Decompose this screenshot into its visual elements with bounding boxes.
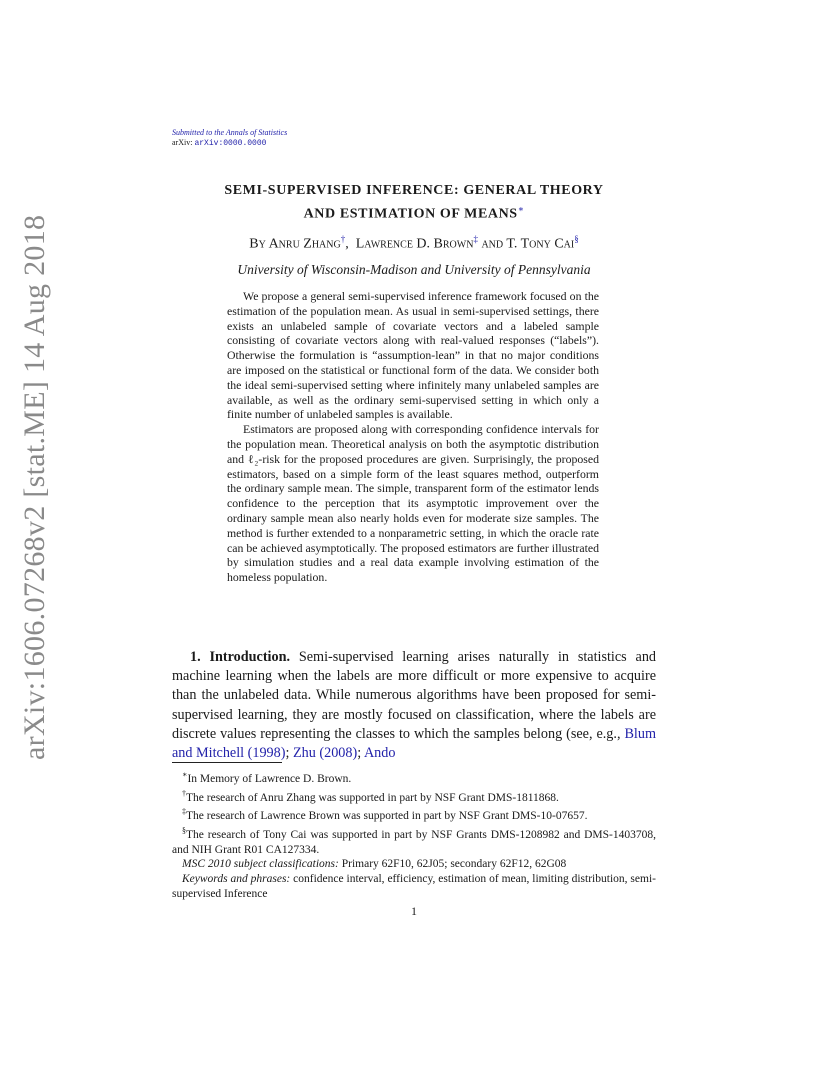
footnote-4: §The research of Tony Cai was supported in part by NSF Grants DMS-1208982 and DMS-1403708, and NIH Grant R01 CA127334. bbox=[172, 825, 656, 856]
footnote-3: ‡The research of Lawrence Brown was supported in part by NSF Grant DMS-10-07657. bbox=[182, 807, 588, 823]
citation-separator: ; bbox=[357, 745, 364, 762]
citation-zhu-year[interactable]: (2008) bbox=[315, 745, 358, 762]
abstract-paragraph-2: Estimators are proposed along with corresponding confidence intervals for the population mean. Theoretical analysis on both the asymptotic distribution and ℓ₂-risk for the proposed procedures are given. Surprisingly, the proposed estimators, based on a simple form of the least squares method, outperform the ordinary sample mean. The simple, transparent form of the estimator lends confidence to the perception that its asymptotic improvement over the ordinary sample mean also nearly holds even for moderate size samples. The method is further extended to a nonparametric setting, in which the oracle rate can be achieved asymptotically. The proposed estimators are further illustrated by simulation studies and a real data example involving estimation of the homeless population. bbox=[227, 422, 599, 585]
footnote-rule bbox=[172, 762, 282, 763]
keywords: Keywords and phrases: confidence interval, efficiency, estimation of mean, limiting distribution, semi-supervised Inference bbox=[172, 873, 656, 900]
title-line-2: AND ESTIMATION OF MEANS bbox=[303, 206, 518, 222]
footnotes bbox=[172, 768, 656, 902]
paper-title bbox=[172, 182, 656, 224]
arxiv-sidebar-stamp: arXiv:1606.07268v2 [stat.ME] 14 Aug 2018 bbox=[18, 214, 51, 760]
author-3-mark[interactable]: § bbox=[574, 234, 579, 244]
abstract bbox=[227, 289, 599, 585]
author-line: By Anru Zhang†, Lawrence D. Brown‡ and T. Tony Cai§ bbox=[249, 234, 579, 252]
author-1: Anru Zhang bbox=[268, 236, 341, 252]
citation-blum-mitchell[interactable]: Blum and Mitchell (1998) bbox=[172, 725, 656, 762]
arxiv-number-link[interactable]: arXiv:0000.0000 bbox=[194, 139, 267, 148]
journal-link[interactable]: Submitted to the Annals of Statistics bbox=[172, 128, 288, 137]
title-footnote-mark[interactable]: ∗ bbox=[517, 204, 525, 214]
msc-classifications: MSC 2010 subject classifications: Primary 62F10, 62J05; secondary 62F12, 62G08 bbox=[182, 858, 567, 871]
intro-text: Semi-supervised learning arises naturally in statistics and machine learning when the labels are more difficult or more expensive to acquire than the unlabeled data. While numerous algorithms have been proposed for semi-supervised learning, they are mostly focused on classification, where the labels are discrete values representing the classes to which the samples belong (see, e.g., bbox=[172, 649, 657, 742]
page-number: 1 bbox=[411, 904, 417, 918]
title-line-1: SEMI-SUPERVISED INFERENCE: GENERAL THEORY bbox=[224, 183, 604, 198]
author-2: Lawrence D. Brown bbox=[355, 236, 474, 252]
citation-ando[interactable]: Ando bbox=[363, 745, 396, 762]
footnote-1: ∗In Memory of Lawrence D. Brown. bbox=[182, 770, 352, 785]
citation-separator: ; bbox=[285, 745, 293, 762]
author-2-mark[interactable]: ‡ bbox=[473, 234, 478, 244]
introduction-section bbox=[172, 648, 656, 763]
section-heading: 1. Introduction. bbox=[190, 649, 291, 665]
abstract-paragraph-1: We propose a general semi-supervised inference framework focused on the estimation of the population mean. As usual in semi-supervised settings, there exists an unlabeled sample of covariate vectors and a labeled sample consisting of covariate vectors along with real-valued responses (“labels”). Otherwise the formulation is “assumption-lean” in that no major conditions are imposed on the statistical or functional form of the data. We consider both the ideal semi-supervised setting where infinitely many unlabeled samples are available, as well as the ordinary semi-supervised setting in which only a finite number of unlabeled samples is available. bbox=[227, 289, 599, 422]
arxiv-prefix: arXiv: bbox=[172, 138, 195, 147]
author-3: T. Tony Cai bbox=[506, 236, 575, 252]
footnote-2: †The research of Anru Zhang was supported in part by NSF Grant DMS-1811868. bbox=[182, 788, 559, 804]
author-1-mark[interactable]: † bbox=[340, 234, 346, 244]
affiliation: University of Wisconsin-Madison and University of Pennsylvania bbox=[237, 262, 591, 277]
by-label: By bbox=[249, 236, 269, 252]
citation-zhu-name[interactable]: Zhu bbox=[292, 745, 316, 762]
submission-header bbox=[172, 128, 287, 149]
and-label: and bbox=[477, 236, 507, 252]
